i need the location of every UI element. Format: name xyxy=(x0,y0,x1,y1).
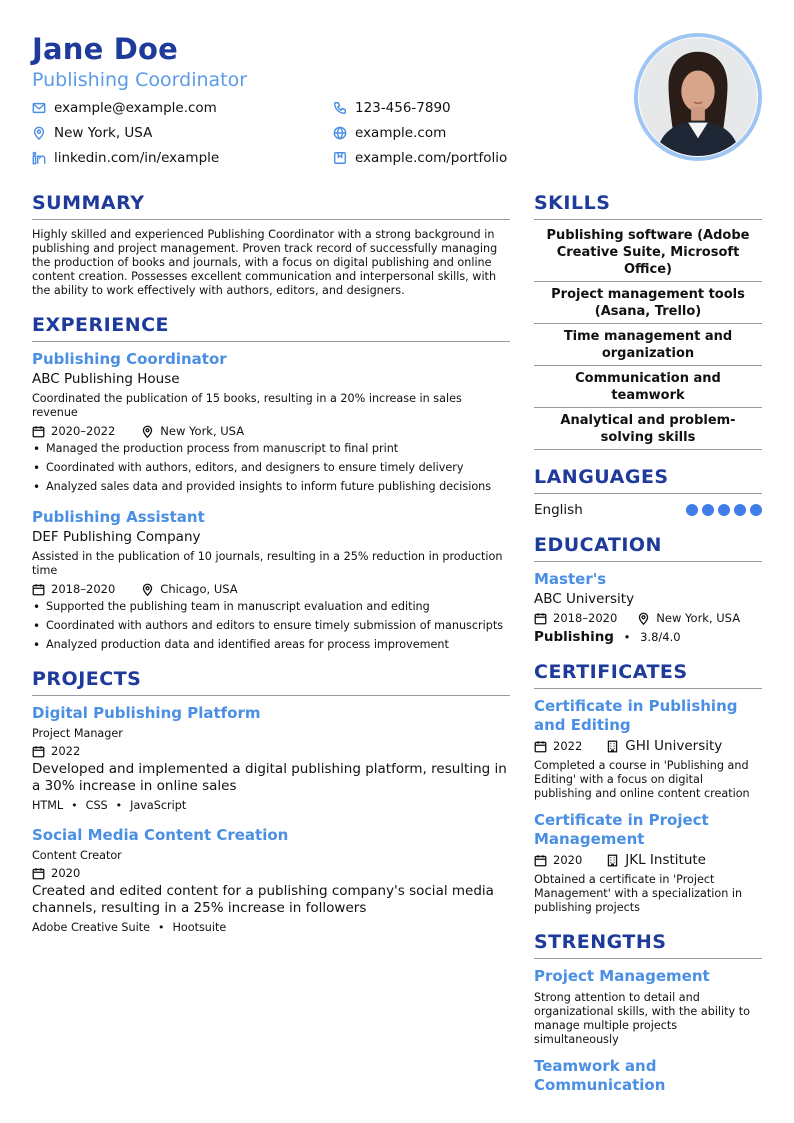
education-gpa: 3.8/4.0 xyxy=(640,630,681,644)
person-portrait-icon xyxy=(639,38,757,156)
portfolio-text: example.com/portfolio xyxy=(355,150,508,166)
avatar xyxy=(638,37,758,157)
job-company: ABC Publishing House xyxy=(32,371,180,387)
list-item: • Analyzed production data and identified areas for process improvement xyxy=(32,638,510,652)
candidate-title: Publishing Coordinator xyxy=(32,69,248,91)
profile-photo xyxy=(634,33,762,161)
project-tags: HTML • CSS • JavaScript xyxy=(32,799,187,812)
education-school: ABC University xyxy=(534,591,635,607)
level-dot xyxy=(750,504,762,516)
certificate-year: 2020 xyxy=(553,853,583,867)
job-meta xyxy=(32,424,510,438)
right-column xyxy=(534,192,762,1111)
summary-section xyxy=(32,192,510,298)
certificate-issuer: GHI University xyxy=(625,738,723,754)
project-meta xyxy=(32,744,510,758)
linkedin-text: linkedin.com/in/example xyxy=(54,150,220,166)
certificate-year: 2022 xyxy=(553,739,583,753)
experience-heading: EXPERIENCE xyxy=(32,314,510,342)
certificate-meta xyxy=(534,738,762,754)
contact-phone[interactable] xyxy=(333,100,451,116)
email-text: example@example.com xyxy=(54,100,217,116)
calendar-icon xyxy=(534,854,547,867)
job-title: Publishing Coordinator xyxy=(32,350,227,368)
summary-text: Highly skilled and experienced Publishing Coordinator with a strong background in publishing and project management. Proven track record of successfully managing the production of books and journals, with a focus on digital publishing and online content creation. Possesses excellent communication and interpersonal skills, with the ability to work effectively with authors, editors, and designers. xyxy=(32,228,498,297)
education-location: New York, USA xyxy=(656,611,741,625)
project-title: Digital Publishing Platform xyxy=(32,704,261,722)
certificate-description: Obtained a certificate in 'Project Management' with a specialization in publishing projects xyxy=(534,873,743,914)
project-entry xyxy=(32,704,510,812)
job-company: DEF Publishing Company xyxy=(32,529,201,545)
languages-heading: LANGUAGES xyxy=(534,466,762,494)
strengths-section xyxy=(534,931,762,1095)
languages-section xyxy=(534,466,762,518)
mail-icon xyxy=(32,101,46,115)
job-location: Chicago, USA xyxy=(160,582,238,596)
education-meta xyxy=(534,611,762,625)
tag: Hootsuite xyxy=(172,921,227,934)
education-dates: 2018–2020 xyxy=(553,611,618,625)
job-title: Publishing Assistant xyxy=(32,508,205,526)
certificates-section xyxy=(534,661,762,915)
candidate-name: Jane Doe xyxy=(32,32,179,66)
certificate-issuer: JKL Institute xyxy=(625,852,706,868)
job-description: Coordinated the publication of 15 books, resulting in a 20% increase in sales revenue xyxy=(32,392,462,419)
skill-item: Communication and teamwork xyxy=(534,366,762,408)
project-entry xyxy=(32,826,510,934)
strength-title: Teamwork and Communication xyxy=(534,1057,666,1094)
tag: JavaScript xyxy=(130,799,187,812)
language-level-dots xyxy=(686,504,762,516)
list-item: • Supported the publishing team in manuscript evaluation and editing xyxy=(32,600,510,614)
list-item: • Managed the production process from manuscript to final print xyxy=(32,442,510,456)
level-dot xyxy=(718,504,730,516)
education-heading: EDUCATION xyxy=(534,534,762,562)
projects-heading: PROJECTS xyxy=(32,668,510,696)
skill-item: Time management and organization xyxy=(534,324,762,366)
skills-section xyxy=(534,192,762,450)
job-dates: 2018–2020 xyxy=(51,582,116,596)
language-name: English xyxy=(534,502,583,518)
education-field: Publishing xyxy=(534,629,614,645)
contact-website[interactable] xyxy=(333,125,446,141)
level-dot xyxy=(686,504,698,516)
skill-item: Analytical and problem-solving skills xyxy=(534,408,762,450)
certificate-entry xyxy=(534,697,762,801)
phone-icon xyxy=(333,101,347,115)
education-field-line: Publishing • 3.8/4.0 xyxy=(534,629,681,645)
certificate-title: Certificate in Project Management xyxy=(534,811,709,848)
phone-text: 123-456-7890 xyxy=(355,100,451,116)
building-icon xyxy=(606,740,619,753)
language-row xyxy=(534,502,762,518)
website-text: example.com xyxy=(355,125,447,141)
building-icon xyxy=(606,854,619,867)
job-dates: 2020–2022 xyxy=(51,424,116,438)
project-tags: Adobe Creative Suite • Hootsuite xyxy=(32,921,227,934)
project-title: Social Media Content Creation xyxy=(32,826,289,844)
strength-description: Strong attention to detail and organizational skills, with the ability to manage multiple projects simultaneously xyxy=(534,991,750,1046)
job-description: Assisted in the publication of 10 journals, resulting in a 25% reduction in production time xyxy=(32,550,503,577)
calendar-icon xyxy=(534,740,547,753)
contact-portfolio[interactable] xyxy=(333,150,507,166)
calendar-icon xyxy=(32,745,45,758)
location-text: New York, USA xyxy=(54,125,153,141)
job-bullets xyxy=(32,442,510,494)
certificate-title: Certificate in Publishing and Editing xyxy=(534,697,738,734)
map-pin-icon xyxy=(32,126,46,140)
tag: CSS xyxy=(85,799,108,812)
contact-email[interactable] xyxy=(32,100,217,116)
certificates-heading: CERTIFICATES xyxy=(534,661,762,689)
certificate-meta xyxy=(534,852,762,868)
left-column xyxy=(32,192,510,950)
project-description: Developed and implemented a digital publishing platform, resulting in a 30% increase in online sales xyxy=(32,761,507,794)
skills-heading: SKILLS xyxy=(534,192,762,220)
level-dot xyxy=(734,504,746,516)
list-item: • Analyzed sales data and provided insights to inform future publishing decisions xyxy=(32,480,510,494)
linkedin-icon xyxy=(32,151,46,165)
calendar-icon xyxy=(32,425,45,438)
project-year: 2020 xyxy=(51,866,81,880)
project-year: 2022 xyxy=(51,744,81,758)
strengths-heading: STRENGTHS xyxy=(534,931,762,959)
job-entry xyxy=(32,350,510,494)
certificate-description: Completed a course in 'Publishing and Editing' with a focus on digital publishing and online content creation xyxy=(534,759,750,800)
summary-heading: SUMMARY xyxy=(32,192,510,220)
calendar-icon xyxy=(32,583,45,596)
project-role: Content Creator xyxy=(32,849,122,862)
tag: Adobe Creative Suite xyxy=(32,921,150,934)
project-meta xyxy=(32,866,510,880)
skill-item: Project management tools (Asana, Trello) xyxy=(534,282,762,324)
job-bullets xyxy=(32,600,510,652)
project-description: Created and edited content for a publishing company's social media channels, resulting in a 25% increase in followers xyxy=(32,883,494,916)
job-location: New York, USA xyxy=(160,424,245,438)
map-pin-icon xyxy=(141,583,154,596)
list-item: • Coordinated with authors, editors, and designers to ensure timely delivery xyxy=(32,461,510,475)
skill-item: Publishing software (Adobe Creative Suite, Microsoft Office) xyxy=(534,223,762,282)
education-section xyxy=(534,534,762,645)
globe-icon xyxy=(333,126,347,140)
calendar-icon xyxy=(32,867,45,880)
contact-linkedin[interactable] xyxy=(32,150,219,166)
projects-section xyxy=(32,668,510,934)
list-item: • Coordinated with authors and editors to ensure timely submission of manuscripts xyxy=(32,619,510,633)
map-pin-icon xyxy=(637,612,650,625)
tag: HTML xyxy=(32,799,64,812)
experience-section xyxy=(32,314,510,652)
project-role: Project Manager xyxy=(32,727,123,740)
education-degree: Master's xyxy=(534,570,607,588)
certificate-entry xyxy=(534,811,762,915)
map-pin-icon xyxy=(141,425,154,438)
contact-location xyxy=(32,125,152,141)
level-dot xyxy=(702,504,714,516)
job-entry xyxy=(32,508,510,652)
bookmark-icon xyxy=(333,151,347,165)
strength-title: Project Management xyxy=(534,967,710,985)
job-meta xyxy=(32,582,510,596)
calendar-icon xyxy=(534,612,547,625)
